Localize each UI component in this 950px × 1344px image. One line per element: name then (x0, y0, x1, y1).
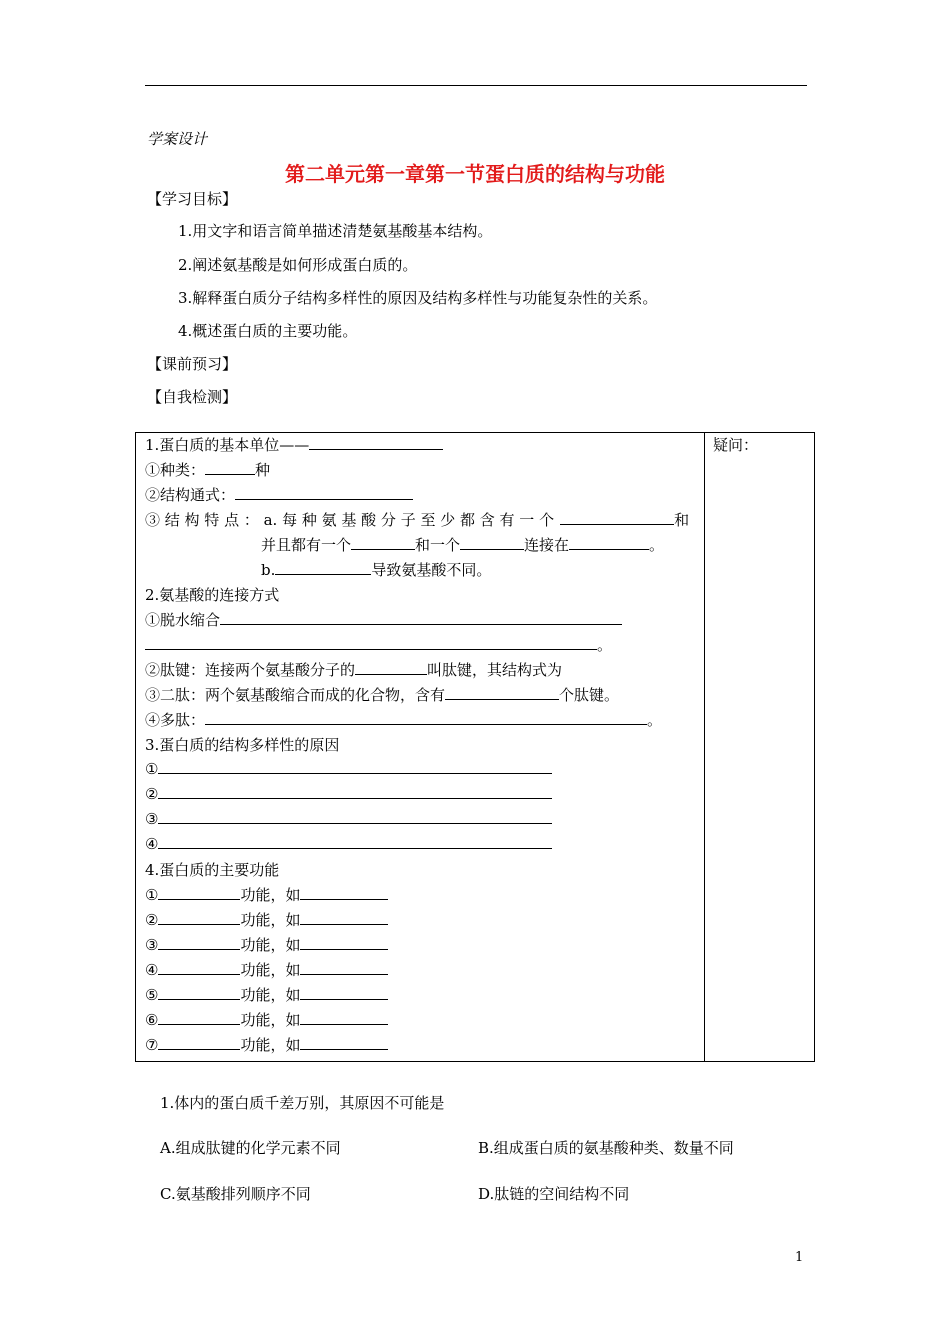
answer-blank[interactable] (300, 935, 388, 950)
objective-item: 1.用文字和语言简单描述清楚氨基酸基本结构。 (178, 222, 493, 240)
line-text: ③二肽：两个氨基酸缩合而成的化合物，含有 (145, 686, 446, 704)
answer-blank[interactable] (300, 1035, 388, 1050)
worksheet-line (145, 934, 388, 955)
answer-blank[interactable] (300, 1010, 388, 1025)
line-text: 。 (597, 636, 613, 654)
answer-blank[interactable] (445, 685, 559, 700)
answer-blank[interactable] (158, 784, 552, 799)
line-text: 和 (674, 511, 690, 529)
line-text: ②肽键：连接两个氨基酸分子的 (145, 661, 356, 679)
line-text: 。 (647, 711, 663, 729)
worksheet-line (145, 909, 388, 930)
line-text: 。 (649, 536, 665, 554)
answer-blank[interactable] (158, 809, 552, 824)
circled-number: ② (145, 911, 159, 929)
preview-heading: 【课前预习】 (147, 355, 238, 373)
worksheet-line: 2.氨基酸的连接方式 (145, 586, 280, 604)
line-text: 功能，如 (240, 936, 301, 954)
circled-number: ⑦ (145, 1036, 159, 1054)
answer-blank[interactable] (158, 960, 240, 975)
worksheet-line (145, 1009, 388, 1030)
answer-blank[interactable] (158, 885, 240, 900)
worksheet-line (145, 709, 662, 730)
worksheet-line (145, 1034, 388, 1055)
worksheet-line: 4.蛋白质的主要功能 (145, 861, 280, 879)
answer-blank[interactable] (205, 710, 647, 725)
line-text: 功能，如 (240, 911, 301, 929)
line-text: 功能，如 (240, 886, 301, 904)
line-text: 并且都有一个 (261, 536, 352, 554)
circled-number: ⑥ (145, 1011, 159, 1029)
answer-blank[interactable] (158, 1010, 240, 1025)
line-text: 功能，如 (240, 1011, 301, 1029)
answer-blank[interactable] (300, 960, 388, 975)
circled-number: ⑤ (145, 986, 159, 1004)
worksheet-line (145, 459, 270, 480)
answer-blank[interactable] (355, 660, 427, 675)
worksheet-line (145, 684, 619, 705)
line-text: 导致氨基酸不同。 (371, 561, 492, 579)
circled-number: ① (145, 760, 159, 778)
worksheet-line (145, 659, 562, 680)
line-text: 功能，如 (240, 961, 301, 979)
answer-blank[interactable] (351, 535, 415, 550)
doc-label: 学案设计 (147, 130, 208, 148)
page-number: 1 (795, 1250, 804, 1265)
line-text: ④多肽： (145, 711, 206, 729)
worksheet-line (145, 834, 552, 853)
doubt-label: 疑问： (713, 436, 759, 454)
worksheet-line (145, 634, 612, 655)
worksheet-line (145, 959, 388, 980)
answer-blank[interactable] (158, 759, 552, 774)
objective-item: 3.解释蛋白质分子结构多样性的原因及结构多样性与功能复杂性的关系。 (178, 289, 658, 307)
line-text: 叫肽键，其结构式为 (427, 661, 563, 679)
line-text: 个肽键。 (559, 686, 620, 704)
answer-blank[interactable] (569, 535, 649, 550)
question-stem: 1.体内的蛋白质千差万别，其原因不可能是 (160, 1094, 445, 1112)
answer-blank[interactable] (205, 460, 255, 475)
answer-blank[interactable] (275, 560, 371, 575)
circled-number: ③ (145, 810, 159, 828)
answer-blank[interactable] (158, 1035, 240, 1050)
line-text: 连接在 (524, 536, 570, 554)
objective-item: 4.概述蛋白质的主要功能。 (178, 322, 358, 340)
circled-number: ① (145, 886, 159, 904)
objective-item: 2.阐述氨基酸是如何形成蛋白质的。 (178, 256, 418, 274)
line-text: 功能，如 (240, 1036, 301, 1054)
line-text: ③ 结 构 特 点 ： a. 每 种 氨 基 酸 分 子 至 少 都 含 有 一 个 (145, 511, 555, 529)
line-text: ①种类： (145, 461, 206, 479)
option-c[interactable]: C.氨基酸排列顺序不同 (160, 1185, 311, 1203)
answer-blank[interactable] (309, 435, 443, 450)
line-text: ②结构通式： (145, 486, 236, 504)
answer-blank[interactable] (158, 910, 240, 925)
answer-blank[interactable] (235, 485, 413, 500)
answer-blank[interactable] (158, 985, 240, 1000)
circled-number: ④ (145, 835, 159, 853)
line-text: 功能，如 (240, 986, 301, 1004)
option-a[interactable]: A.组成肽键的化学元素不同 (160, 1139, 341, 1157)
worksheet-line (145, 609, 622, 630)
option-b[interactable]: B.组成蛋白质的氨基酸种类、数量不同 (478, 1139, 734, 1157)
line-text: b. (261, 561, 276, 579)
answer-blank[interactable] (220, 610, 622, 625)
worksheet-line (145, 434, 443, 455)
worksheet-line (145, 509, 689, 530)
answer-blank[interactable] (145, 635, 597, 650)
worksheet-line (145, 984, 388, 1005)
option-d[interactable]: D.肽链的空间结构不同 (478, 1185, 630, 1203)
worksheet-line (261, 534, 664, 555)
answer-blank[interactable] (300, 910, 388, 925)
line-text: ①脱水缩合 (145, 611, 221, 629)
page-title: 第二单元第一章第一节蛋白质的结构与功能 (285, 162, 665, 186)
answer-blank[interactable] (300, 885, 388, 900)
header-rule (145, 85, 807, 86)
worksheet-line: 3.蛋白质的结构多样性的原因 (145, 736, 340, 754)
worksheet-line (145, 809, 552, 828)
answer-blank[interactable] (560, 510, 674, 525)
objectives-heading: 【学习目标】 (147, 190, 238, 208)
circled-number: ② (145, 785, 159, 803)
selfcheck-heading: 【自我检测】 (147, 388, 238, 406)
worksheet-line (261, 559, 491, 580)
answer-blank[interactable] (300, 985, 388, 1000)
worksheet-line (145, 884, 388, 905)
line-text: 1.蛋白质的基本单位—— (145, 436, 310, 454)
worksheet-table (135, 432, 815, 1062)
line-text: 种 (255, 461, 271, 479)
worksheet-line (145, 759, 552, 778)
column-divider (704, 433, 705, 1061)
answer-blank[interactable] (158, 834, 552, 849)
answer-blank[interactable] (158, 935, 240, 950)
line-text: 和一个 (415, 536, 461, 554)
circled-number: ④ (145, 961, 159, 979)
circled-number: ③ (145, 936, 159, 954)
worksheet-line (145, 784, 552, 803)
worksheet-line (145, 484, 413, 505)
answer-blank[interactable] (460, 535, 524, 550)
